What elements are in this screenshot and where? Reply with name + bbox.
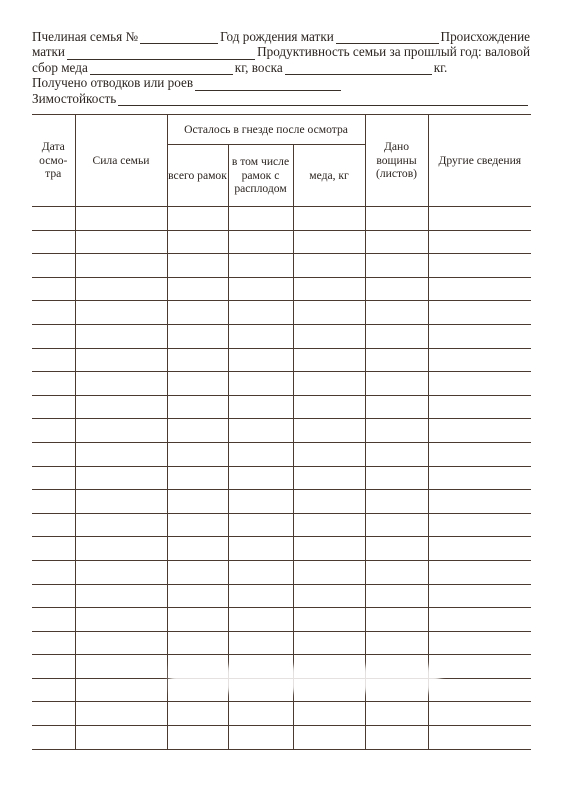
table-cell[interactable] <box>75 702 167 726</box>
table-cell[interactable] <box>293 348 365 372</box>
table-cell[interactable] <box>428 702 531 726</box>
table-cell[interactable] <box>32 513 75 537</box>
table-cell[interactable] <box>365 230 428 254</box>
table-cell[interactable] <box>428 631 531 655</box>
table-cell[interactable] <box>428 608 531 632</box>
table-row <box>32 207 531 231</box>
table-cell[interactable] <box>228 560 293 584</box>
table-cell[interactable] <box>75 207 167 231</box>
header-remaining-in-nest: Осталось в гнезде после осмотра <box>167 115 365 145</box>
queen-origin-field[interactable] <box>67 48 255 60</box>
table-cell[interactable] <box>167 560 228 584</box>
table-cell[interactable] <box>75 726 167 750</box>
table-cell[interactable] <box>365 277 428 301</box>
table-row <box>32 301 531 325</box>
header-honey-kg: меда, кг <box>293 145 365 207</box>
table-cell[interactable] <box>75 631 167 655</box>
origin-label: Происхождение <box>440 28 530 44</box>
table-cell[interactable] <box>75 254 167 278</box>
table-cell[interactable] <box>32 230 75 254</box>
header-total-frames: всего рамок <box>167 145 228 207</box>
table-cell[interactable] <box>293 560 365 584</box>
table-cell[interactable] <box>365 372 428 396</box>
table-cell[interactable] <box>293 490 365 514</box>
table-cell[interactable] <box>167 254 228 278</box>
header-brood-frames: в том числе рамок с расплодом <box>228 145 293 207</box>
table-cell[interactable] <box>75 324 167 348</box>
table-row <box>32 372 531 396</box>
table-cell[interactable] <box>32 277 75 301</box>
table-cell[interactable] <box>365 466 428 490</box>
table-cell[interactable] <box>293 419 365 443</box>
table-cell[interactable] <box>228 631 293 655</box>
table-cell[interactable] <box>228 277 293 301</box>
table-cell[interactable] <box>228 348 293 372</box>
table-cell[interactable] <box>167 513 228 537</box>
swarms-field[interactable] <box>195 79 341 91</box>
table-cell[interactable] <box>75 230 167 254</box>
table-cell[interactable] <box>428 678 531 702</box>
table-cell[interactable] <box>293 702 365 726</box>
table-cell[interactable] <box>167 466 228 490</box>
table-cell[interactable] <box>75 301 167 325</box>
table-row <box>32 537 531 561</box>
table-cell[interactable] <box>293 230 365 254</box>
table-cell[interactable] <box>167 537 228 561</box>
table-cell[interactable] <box>75 655 167 679</box>
swarms-label: Получено отводков или роев <box>32 75 194 91</box>
table-cell[interactable] <box>32 678 75 702</box>
table-cell[interactable] <box>75 490 167 514</box>
table-cell[interactable] <box>228 372 293 396</box>
table-cell[interactable] <box>32 442 75 466</box>
table-row <box>32 702 531 726</box>
table-cell[interactable] <box>167 419 228 443</box>
table-cell[interactable] <box>293 301 365 325</box>
table-cell[interactable] <box>428 466 531 490</box>
table-cell[interactable] <box>365 207 428 231</box>
table-cell[interactable] <box>228 490 293 514</box>
table-cell[interactable] <box>428 348 531 372</box>
table-cell[interactable] <box>167 348 228 372</box>
table-cell[interactable] <box>228 254 293 278</box>
table-cell[interactable] <box>228 513 293 537</box>
table-cell[interactable] <box>428 324 531 348</box>
table-cell[interactable] <box>32 631 75 655</box>
table-cell[interactable] <box>293 466 365 490</box>
table-cell[interactable] <box>167 726 228 750</box>
table-cell[interactable] <box>228 584 293 608</box>
table-cell[interactable] <box>32 466 75 490</box>
table-cell[interactable] <box>428 584 531 608</box>
table-row <box>32 324 531 348</box>
colony-number-label: Пчелиная семья № <box>32 28 139 44</box>
table-cell[interactable] <box>365 608 428 632</box>
table-row <box>32 490 531 514</box>
table-cell[interactable] <box>428 513 531 537</box>
table-cell[interactable] <box>428 655 531 679</box>
table-cell[interactable] <box>75 372 167 396</box>
table-row <box>32 348 531 372</box>
table-cell[interactable] <box>293 584 365 608</box>
table-cell[interactable] <box>167 301 228 325</box>
table-cell[interactable] <box>32 372 75 396</box>
table-cell[interactable] <box>75 560 167 584</box>
queen-year-label: Год рождения матки <box>220 28 334 44</box>
table-cell[interactable] <box>293 631 365 655</box>
header-date: Дата осмо- тра <box>32 115 75 207</box>
table-cell[interactable] <box>167 631 228 655</box>
table-cell[interactable] <box>167 207 228 231</box>
table-cell[interactable] <box>75 395 167 419</box>
productivity-label: Продуктивность семьи за прошлый год: валовой <box>257 44 530 60</box>
table-cell[interactable] <box>293 324 365 348</box>
table-cell[interactable] <box>32 395 75 419</box>
table-cell[interactable] <box>75 608 167 632</box>
table-cell[interactable] <box>167 490 228 514</box>
table-cell[interactable] <box>293 277 365 301</box>
table-cell[interactable] <box>32 726 75 750</box>
table-cell[interactable] <box>32 702 75 726</box>
table-cell[interactable] <box>293 726 365 750</box>
header-line-5 <box>32 91 530 106</box>
table-row <box>32 608 531 632</box>
table-cell[interactable] <box>32 584 75 608</box>
table-cell[interactable] <box>293 372 365 396</box>
table-cell[interactable] <box>428 301 531 325</box>
table-cell[interactable] <box>428 207 531 231</box>
table-cell[interactable] <box>167 230 228 254</box>
table-cell[interactable] <box>428 395 531 419</box>
table-cell[interactable] <box>32 301 75 325</box>
table-cell[interactable] <box>32 207 75 231</box>
table-cell[interactable] <box>428 490 531 514</box>
header-foundation-given: Дано вощины (листов) <box>365 115 428 207</box>
table-cell[interactable] <box>293 537 365 561</box>
table-cell[interactable] <box>75 277 167 301</box>
header-line-1 <box>32 29 530 44</box>
table-cell[interactable] <box>228 324 293 348</box>
table-cell[interactable] <box>75 584 167 608</box>
table-row <box>32 560 531 584</box>
table-cell[interactable] <box>167 277 228 301</box>
table-cell[interactable] <box>228 466 293 490</box>
table-cell[interactable] <box>75 348 167 372</box>
header-other-info: Другие сведения <box>428 115 531 207</box>
table-cell[interactable] <box>228 301 293 325</box>
table-cell[interactable] <box>32 655 75 679</box>
table-cell[interactable] <box>75 537 167 561</box>
table-cell[interactable] <box>167 372 228 396</box>
table-row <box>32 584 531 608</box>
table-cell[interactable] <box>365 537 428 561</box>
table-cell[interactable] <box>167 608 228 632</box>
table-cell[interactable] <box>32 537 75 561</box>
header-line-2 <box>32 44 530 59</box>
honey-field[interactable] <box>90 63 233 75</box>
table-cell[interactable] <box>428 419 531 443</box>
table-cell[interactable] <box>228 419 293 443</box>
table-cell[interactable] <box>428 537 531 561</box>
table-cell[interactable] <box>365 726 428 750</box>
table-row <box>32 419 531 443</box>
table-cell[interactable] <box>167 584 228 608</box>
table-cell[interactable] <box>228 608 293 632</box>
winter-hardiness-field[interactable] <box>118 94 528 106</box>
table-cell[interactable] <box>75 678 167 702</box>
scan-smudge <box>170 666 440 692</box>
table-cell[interactable] <box>32 348 75 372</box>
table-cell[interactable] <box>293 608 365 632</box>
table-cell[interactable] <box>365 395 428 419</box>
table-cell[interactable] <box>75 513 167 537</box>
wax-field[interactable] <box>285 63 432 75</box>
table-cell[interactable] <box>365 348 428 372</box>
table-cell[interactable] <box>365 301 428 325</box>
table-cell[interactable] <box>365 631 428 655</box>
table-cell[interactable] <box>293 395 365 419</box>
table-cell[interactable] <box>428 372 531 396</box>
table-cell[interactable] <box>365 584 428 608</box>
table-cell[interactable] <box>32 419 75 443</box>
table-cell[interactable] <box>167 395 228 419</box>
table-cell[interactable] <box>365 254 428 278</box>
header-colony-strength: Сила семьи <box>75 115 167 207</box>
table-cell[interactable] <box>167 702 228 726</box>
table-row <box>32 442 531 466</box>
table-cell[interactable] <box>167 442 228 466</box>
table-cell[interactable] <box>32 560 75 584</box>
table-cell[interactable] <box>75 442 167 466</box>
table-row <box>32 631 531 655</box>
table-cell[interactable] <box>32 254 75 278</box>
table-row <box>32 513 531 537</box>
table-cell[interactable] <box>365 490 428 514</box>
queen-year-field[interactable] <box>336 32 439 44</box>
table-cell[interactable] <box>293 513 365 537</box>
table-cell[interactable] <box>228 726 293 750</box>
table-cell[interactable] <box>293 442 365 466</box>
table-row <box>32 277 531 301</box>
table-cell[interactable] <box>365 560 428 584</box>
table-row <box>32 466 531 490</box>
table-cell[interactable] <box>293 254 365 278</box>
honey-label: сбор меда <box>32 59 88 75</box>
table-cell[interactable] <box>365 324 428 348</box>
table-cell[interactable] <box>428 230 531 254</box>
table-cell[interactable] <box>75 466 167 490</box>
table-cell[interactable] <box>365 442 428 466</box>
table-cell[interactable] <box>428 442 531 466</box>
header-line-4 <box>32 75 530 90</box>
table-cell[interactable] <box>428 560 531 584</box>
wax-label: кг, воска <box>234 59 283 75</box>
table-cell[interactable] <box>228 537 293 561</box>
table-row <box>32 230 531 254</box>
table-cell[interactable] <box>428 277 531 301</box>
table-cell[interactable] <box>428 254 531 278</box>
table-cell[interactable] <box>228 395 293 419</box>
colony-number-field[interactable] <box>140 32 218 44</box>
table-cell[interactable] <box>428 726 531 750</box>
header-line-3 <box>32 60 530 75</box>
table-cell[interactable] <box>228 207 293 231</box>
table-cell[interactable] <box>293 207 365 231</box>
table-cell[interactable] <box>365 419 428 443</box>
table-cell[interactable] <box>167 324 228 348</box>
colony-info-header <box>32 29 530 106</box>
queen-label: матки <box>32 44 65 60</box>
table-row <box>32 726 531 750</box>
table-cell[interactable] <box>32 608 75 632</box>
table-cell[interactable] <box>228 442 293 466</box>
inspection-table <box>32 114 531 750</box>
table-cell[interactable] <box>228 230 293 254</box>
table-cell[interactable] <box>75 419 167 443</box>
kg-label: кг. <box>433 59 448 75</box>
table-row <box>32 254 531 278</box>
table-cell[interactable] <box>32 324 75 348</box>
winter-hardiness-label: Зимостойкость <box>32 90 117 106</box>
table-cell[interactable] <box>32 490 75 514</box>
table-cell[interactable] <box>228 702 293 726</box>
table-row <box>32 395 531 419</box>
table-cell[interactable] <box>365 513 428 537</box>
table-cell[interactable] <box>365 702 428 726</box>
